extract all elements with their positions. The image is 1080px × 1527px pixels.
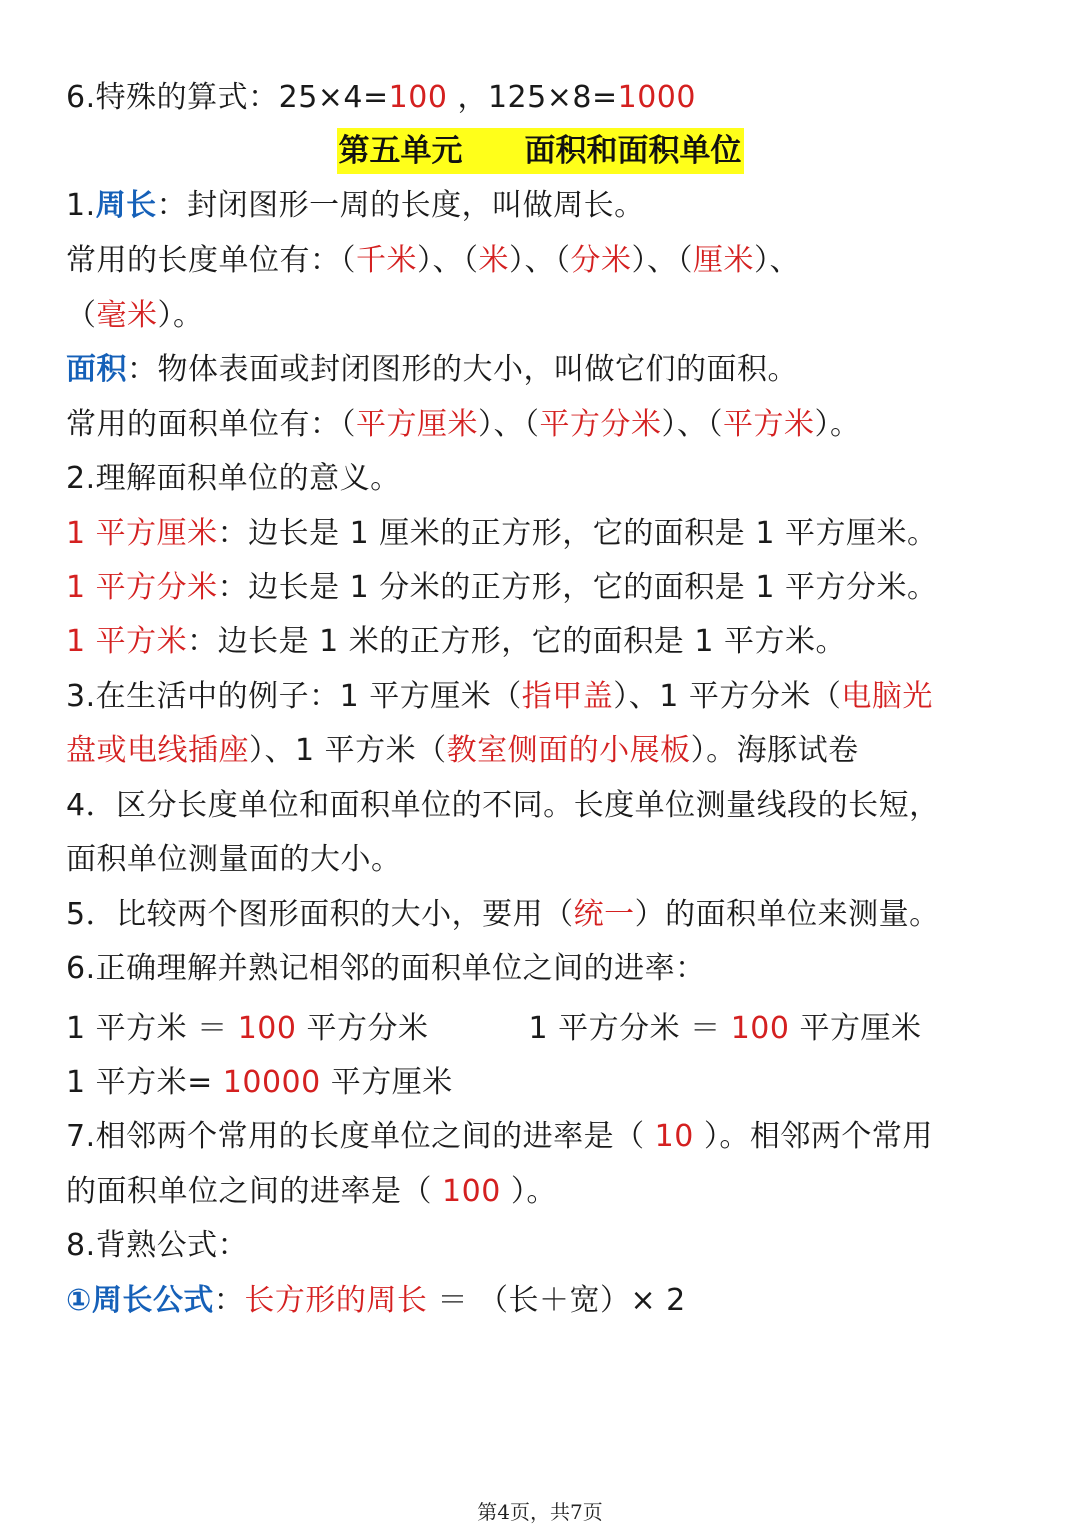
unit-title xyxy=(0,128,1080,174)
unit-title-highlight: 第五单元 面积和面积单位 xyxy=(337,128,744,174)
length-units-line: 常用的长度单位有：（千米）、（米）、（分米）、（厘米）、 xyxy=(66,243,800,278)
square-cm-meaning: 1 平方厘米：边长是 1 厘米的正方形，它的面积是 1 平方厘米。 xyxy=(66,516,938,551)
square-dm-meaning: 1 平方分米：边长是 1 分米的正方形，它的面积是 1 平方分米。 xyxy=(66,570,938,605)
area-units-line: 常用的面积单位有：（平方厘米）、（平方分米）、（平方米）。 xyxy=(66,407,861,442)
life-examples-line: 3.在生活中的例子：1 平方厘米（指甲盖）、1 平方分米（电脑光 xyxy=(66,679,933,714)
unit-difference-line-2: 面积单位测量面的大小。 xyxy=(66,842,402,877)
page-number: 第4页，共7页 xyxy=(477,1500,603,1524)
perimeter-definition: 1.周长：封闭图形一周的长度，叫做周长。 xyxy=(66,188,645,223)
conversion-rate-line: 1 平方米 ＝ 100 平方分米 1 平方分米 ＝ 100 平方厘米 xyxy=(66,1011,922,1046)
length-units-line-2: （毫米）。 xyxy=(66,298,204,333)
unit-difference-line: 4．区分长度单位和面积单位的不同。长度单位测量线段的长短， xyxy=(66,788,940,823)
square-m-meaning: 1 平方米：边长是 1 米的正方形，它的面积是 1 平方米。 xyxy=(66,624,846,659)
formula-heading: 8.背熟公式： xyxy=(66,1228,249,1263)
special-formula-line: 6.特殊的算式：25×4=100 ，125×8=1000 xyxy=(66,80,696,115)
conversion-rate-line-2: 1 平方米= 10000 平方厘米 xyxy=(66,1065,453,1100)
life-examples-line-2: 盘或电线插座）、1 平方米（教室侧面的小展板）。海豚试卷 xyxy=(66,733,859,768)
adjacent-rate-line-2: 的面积单位之间的进率是（ 100 ）。 xyxy=(66,1174,557,1209)
adjacent-rate-line: 7.相邻两个常用的长度单位之间的进率是（ 10 ）。相邻两个常用 xyxy=(66,1119,933,1154)
area-unit-meaning-heading: 2.理解面积单位的意义。 xyxy=(66,461,401,496)
conversion-rate-heading: 6.正确理解并熟记相邻的面积单位之间的进率： xyxy=(66,951,706,986)
area-definition: 面积：物体表面或封闭图形的大小，叫做它们的面积。 xyxy=(66,352,798,387)
perimeter-formula-line: ①周长公式：长方形的周长 ＝ （长＋宽）× 2 xyxy=(66,1283,686,1318)
compare-area-line: 5．比较两个图形面积的大小，要用（统一）的面积单位来测量。 xyxy=(66,897,940,932)
